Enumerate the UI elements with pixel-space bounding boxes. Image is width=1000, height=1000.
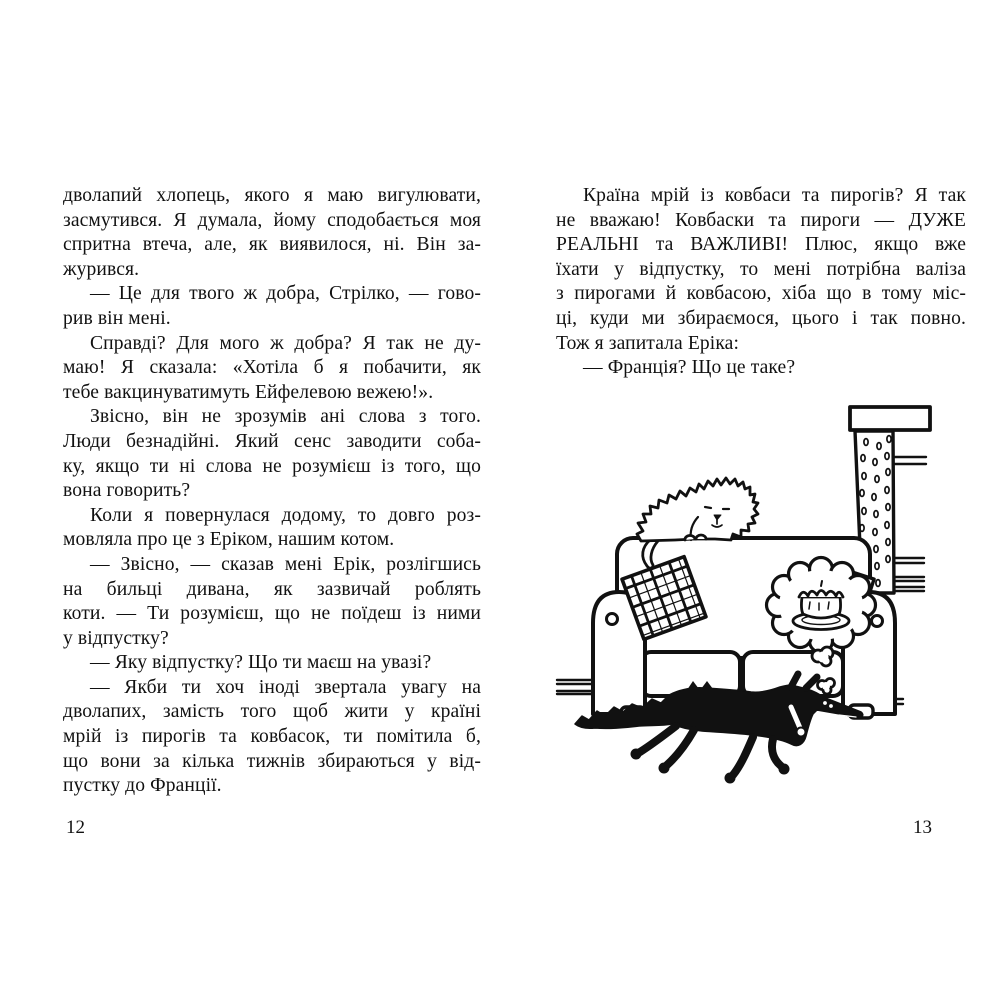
page-number-left: 12 (66, 817, 85, 838)
text-line: журився. (63, 258, 140, 280)
text-line: — Яку відпустку? Що ти маєш на увазі? (90, 652, 432, 674)
text-line: — Це для твого ж добра, Стрілко, — гово- (90, 283, 481, 305)
text-line: — Франція? Що це таке? (583, 357, 796, 379)
text-line: спритна втеча, але, як виявилося, ні. Він за- (63, 234, 481, 256)
text-line: пустку до Франції. (63, 775, 222, 797)
text-line: — Звісно, — сказав мені Ерік, розлігшись (90, 553, 481, 575)
text-line: з пирогами й ковбасою, хіба що в тому міс- (556, 283, 966, 305)
dog-paws (631, 749, 790, 784)
text-line: мрій із пирогів та ковбасок, ти помітила б, (63, 726, 481, 748)
text-line: вона говорить? (63, 480, 191, 502)
text-line: ці, куди ми збираємося, цього і так повно. (556, 307, 966, 329)
text-line: — Якби ти хоч іноді звертала увагу на (90, 676, 481, 698)
text-line: на бильці дивана, як зазвичай роблять (63, 578, 481, 600)
text-line: Тож я запитала Еріка: (556, 332, 740, 354)
text-line: рив він мені. (63, 307, 171, 329)
text-line: не вважаю! Ковбаски та пироги — ДУЖЕ (556, 209, 966, 231)
page-number-right: 13 (913, 817, 932, 838)
text-line: тебе вакцинуватимуть Ейфелевою вежею!». (63, 381, 434, 403)
curtain-pelmet (850, 407, 930, 430)
text-line: що вони за кілька тижнів збираються у від- (63, 750, 481, 772)
dog-eye (829, 704, 833, 708)
text-line: ку, якщо ти ні слова не розумієш із того, що (63, 455, 481, 477)
text-line: у відпустку? (63, 627, 169, 649)
dog-collar-tag (797, 728, 806, 737)
book-illustration (555, 395, 975, 810)
text-line: Справді? Для мого ж добра? Я так не ду- (90, 332, 481, 354)
text-line: маю! Я сказала: «Хотіла б я побачити, як (63, 357, 481, 379)
text-line: мовляла про це з Еріком, нашим котом. (63, 529, 395, 551)
window-lines (894, 457, 926, 591)
text-line: дволапий хлопець, якого я маю вигулювати, (63, 185, 481, 206)
text-line: Люди безнадійні. Який сенс заводити соба- (63, 430, 481, 452)
text-line: їхати у відпустку, то мені потрібна валіза (556, 258, 966, 280)
right-page-text (556, 184, 966, 381)
text-line: дволапих, замість того щоб жити у країні (63, 701, 481, 723)
text-line: РЕАЛЬНІ та ВАЖЛИВІ! Плюс, якщо вже (556, 234, 966, 256)
left-page-text (63, 184, 481, 799)
text-line: Звісно, він не зрозумів ані слова з того. (90, 406, 481, 428)
text-line: засмутився. Я думала, йому сподобається моя (63, 209, 481, 231)
text-line: Країна мрій із ковбаси та пирогів? Я так (583, 185, 966, 206)
cat-body (637, 478, 758, 541)
text-line: Коли я повернулася додому, то довго роз- (90, 504, 481, 526)
dog-eye (823, 701, 827, 705)
text-line: коти. — Ти розумієш, що не поїдеш із ними (63, 603, 481, 625)
